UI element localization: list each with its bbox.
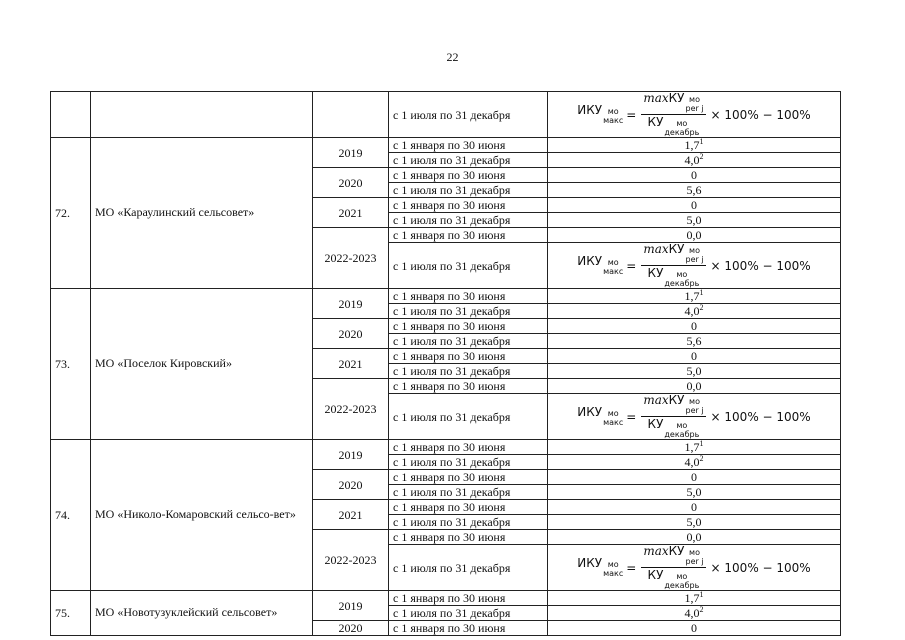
- formula-superscript: мо: [676, 270, 688, 279]
- formula-lhs: [577, 104, 623, 125]
- formula: [577, 92, 810, 137]
- value-text: 0,0: [686, 530, 702, 544]
- formula-den-base: КУ: [647, 568, 664, 582]
- period-cell: с 1 июля по 31 декабря: [389, 364, 548, 379]
- formula-numerator: [641, 545, 705, 568]
- value-cell: [548, 470, 841, 485]
- year-cell: 2019: [313, 289, 389, 319]
- value-cell: [548, 334, 841, 349]
- value-cell: [548, 349, 841, 364]
- table-row: [51, 138, 841, 153]
- formula-max: max: [643, 393, 669, 407]
- value-text: 0: [691, 198, 697, 212]
- value-text: 0,0: [686, 379, 702, 393]
- period-cell: с 1 января по 30 июня: [389, 621, 548, 636]
- municipality-name: МО «Поселок Кировский»: [91, 289, 313, 440]
- value-cell: [548, 243, 841, 289]
- formula-superscript: мо: [607, 258, 619, 267]
- year-cell: 2019: [313, 440, 389, 470]
- footnote-mark: 2: [699, 152, 704, 161]
- footnote-mark: 1: [699, 137, 704, 146]
- value-cell: [548, 379, 841, 394]
- formula-subscript: per j: [685, 104, 704, 113]
- year-cell: [313, 92, 389, 138]
- formula-max: max: [643, 242, 669, 256]
- formula-lhs: [577, 557, 623, 578]
- formula: [577, 545, 810, 590]
- formula-den-base: КУ: [647, 266, 664, 280]
- formula-lhs-base: ИКУ: [577, 405, 603, 419]
- formula-equals: =: [626, 560, 637, 575]
- formula-equals: =: [626, 107, 637, 122]
- value-text: 1,7: [684, 440, 700, 454]
- formula-subscript: декабрь: [664, 128, 700, 137]
- formula-den-base: КУ: [647, 115, 664, 129]
- formula-numerator: [641, 243, 705, 266]
- year-cell: 2019: [313, 138, 389, 168]
- formula-superscript: мо: [607, 560, 619, 569]
- formula-denominator: [646, 115, 702, 137]
- formula-subscript: per j: [685, 557, 704, 566]
- formula-subscript: макс: [603, 418, 624, 427]
- formula-tail: × 100% − 100%: [710, 560, 811, 575]
- table-row: [51, 92, 841, 138]
- formula-numerator: [641, 92, 705, 115]
- formula-superscript: мо: [689, 246, 700, 255]
- municipality-name: МО «Караулинский сельсовет»: [91, 138, 313, 289]
- formula-subscript: декабрь: [664, 430, 700, 439]
- value-cell: [548, 621, 841, 636]
- formula-max: max: [643, 544, 669, 558]
- formula-lhs: [577, 255, 623, 276]
- year-cell: 2021: [313, 500, 389, 530]
- formula-equals: =: [626, 409, 637, 424]
- row-number: 72.: [51, 138, 91, 289]
- value-text: 5,6: [686, 334, 702, 348]
- value-text: 0: [691, 168, 697, 182]
- value-cell: [548, 168, 841, 183]
- value-text: 1,7: [684, 289, 700, 303]
- formula-lhs: [577, 406, 623, 427]
- period-cell: с 1 января по 30 июня: [389, 440, 548, 455]
- period-cell: с 1 июля по 31 декабря: [389, 304, 548, 319]
- formula-superscript: мо: [676, 572, 688, 581]
- formula-num-base: КУ: [668, 544, 685, 558]
- formula-denominator: [646, 568, 702, 590]
- value-cell: [548, 394, 841, 440]
- formula-equals: =: [626, 258, 637, 273]
- year-cell: 2020: [313, 168, 389, 198]
- period-cell: с 1 января по 30 июня: [389, 228, 548, 243]
- period-cell: с 1 января по 30 июня: [389, 319, 548, 334]
- value-cell: [548, 92, 841, 138]
- page-number: 22: [446, 50, 459, 64]
- formula-subscript: per j: [685, 406, 704, 415]
- value-cell: [548, 606, 841, 621]
- formula-superscript: мо: [607, 409, 619, 418]
- formula-denominator: [646, 417, 702, 439]
- year-cell: 2019: [313, 591, 389, 621]
- value-cell: [548, 364, 841, 379]
- value-cell: [548, 198, 841, 213]
- value-cell: [548, 228, 841, 243]
- value-text: 5,0: [686, 213, 702, 227]
- value-text: 5,0: [686, 364, 702, 378]
- year-cell: 2020: [313, 319, 389, 349]
- formula-subscript: декабрь: [664, 279, 700, 288]
- period-cell: с 1 июля по 31 декабря: [389, 183, 548, 198]
- municipality-name: МО «Новотузуклейский сельсовет»: [91, 591, 313, 636]
- year-cell: 2022-2023: [313, 530, 389, 591]
- period-cell: с 1 июля по 31 декабря: [389, 243, 548, 289]
- regions-table: [50, 91, 841, 636]
- formula-tail: × 100% − 100%: [710, 409, 811, 424]
- formula-superscript: мо: [607, 107, 619, 116]
- footnote-mark: 1: [699, 439, 704, 448]
- formula-tail: × 100% − 100%: [710, 107, 811, 122]
- value-cell: [548, 153, 841, 168]
- value-cell: [548, 213, 841, 228]
- value-text: 0: [691, 500, 697, 514]
- period-cell: с 1 июля по 31 декабря: [389, 92, 548, 138]
- formula-superscript: мо: [689, 397, 700, 406]
- row-number: 73.: [51, 289, 91, 440]
- footnote-mark: 2: [699, 605, 704, 614]
- formula-lhs-base: ИКУ: [577, 254, 603, 268]
- formula-superscript: мо: [689, 548, 700, 557]
- period-cell: с 1 января по 30 июня: [389, 530, 548, 545]
- year-cell: 2022-2023: [313, 379, 389, 440]
- value-cell: [548, 289, 841, 304]
- period-cell: с 1 июля по 31 декабря: [389, 153, 548, 168]
- value-cell: [548, 319, 841, 334]
- formula-subscript: макс: [603, 116, 624, 125]
- period-cell: с 1 июля по 31 декабря: [389, 515, 548, 530]
- year-cell: 2020: [313, 470, 389, 500]
- period-cell: с 1 января по 30 июня: [389, 379, 548, 394]
- formula-superscript: мо: [689, 95, 700, 104]
- formula-num-base: КУ: [668, 91, 685, 105]
- period-cell: с 1 января по 30 июня: [389, 349, 548, 364]
- name-cell: [91, 92, 313, 138]
- value-text: 0: [691, 319, 697, 333]
- period-cell: с 1 января по 30 июня: [389, 198, 548, 213]
- value-text: 4,0: [684, 304, 700, 318]
- period-cell: с 1 июля по 31 декабря: [389, 213, 548, 228]
- year-cell: 2021: [313, 349, 389, 379]
- period-cell: с 1 июля по 31 декабря: [389, 334, 548, 349]
- formula-subscript: декабрь: [664, 581, 700, 590]
- formula-num-base: КУ: [668, 393, 685, 407]
- footnote-mark: 2: [699, 454, 704, 463]
- municipality-name: МО «Николо-Комаровский сельсо-вет»: [91, 440, 313, 591]
- formula-lhs-base: ИКУ: [577, 556, 603, 570]
- formula-fraction: [641, 394, 705, 439]
- value-text: 1,7: [684, 591, 700, 605]
- value-cell: [548, 530, 841, 545]
- value-text: 4,0: [684, 606, 700, 620]
- formula-max: max: [643, 91, 669, 105]
- value-text: 5,0: [686, 515, 702, 529]
- period-cell: с 1 июля по 31 декабря: [389, 455, 548, 470]
- row-number: 75.: [51, 591, 91, 636]
- table-row: [51, 289, 841, 304]
- row-number: 74.: [51, 440, 91, 591]
- formula: [577, 243, 810, 288]
- formula-superscript: мо: [676, 119, 688, 128]
- value-cell: [548, 485, 841, 500]
- formula: [577, 394, 810, 439]
- value-text: 5,0: [686, 485, 702, 499]
- formula-subscript: макс: [603, 267, 624, 276]
- value-cell: [548, 591, 841, 606]
- table-body: [51, 92, 841, 636]
- period-cell: с 1 июля по 31 декабря: [389, 485, 548, 500]
- period-cell: с 1 июля по 31 декабря: [389, 545, 548, 591]
- value-cell: [548, 515, 841, 530]
- value-text: 0: [691, 621, 697, 635]
- period-cell: с 1 января по 30 июня: [389, 470, 548, 485]
- value-text: 1,7: [684, 138, 700, 152]
- table-row: [51, 440, 841, 455]
- year-cell: 2021: [313, 198, 389, 228]
- formula-num-base: КУ: [668, 242, 685, 256]
- value-cell: [548, 500, 841, 515]
- formula-den-base: КУ: [647, 417, 664, 431]
- period-cell: с 1 января по 30 июня: [389, 289, 548, 304]
- period-cell: с 1 июля по 31 декабря: [389, 394, 548, 440]
- value-cell: [548, 440, 841, 455]
- formula-superscript: мо: [676, 421, 688, 430]
- value-cell: [548, 455, 841, 470]
- value-text: 0,0: [686, 228, 702, 242]
- period-cell: с 1 июля по 31 декабря: [389, 606, 548, 621]
- value-text: 5,6: [686, 183, 702, 197]
- formula-subscript: per j: [685, 255, 704, 264]
- table-row: [51, 591, 841, 606]
- formula-fraction: [641, 92, 705, 137]
- formula-tail: × 100% − 100%: [710, 258, 811, 273]
- value-cell: [548, 304, 841, 319]
- formula-denominator: [646, 266, 702, 288]
- formula-fraction: [641, 545, 705, 590]
- value-cell: [548, 183, 841, 198]
- year-cell: 2020: [313, 621, 389, 636]
- period-cell: с 1 января по 30 июня: [389, 500, 548, 515]
- footnote-mark: 1: [699, 288, 704, 297]
- value-cell: [548, 138, 841, 153]
- value-text: 0: [691, 349, 697, 363]
- formula-fraction: [641, 243, 705, 288]
- footnote-mark: 1: [699, 590, 704, 599]
- value-cell: [548, 545, 841, 591]
- period-cell: с 1 января по 30 июня: [389, 168, 548, 183]
- period-cell: с 1 января по 30 июня: [389, 591, 548, 606]
- formula-lhs-base: ИКУ: [577, 103, 603, 117]
- value-text: 4,0: [684, 455, 700, 469]
- year-cell: 2022-2023: [313, 228, 389, 289]
- formula-subscript: макс: [603, 569, 624, 578]
- footnote-mark: 2: [699, 303, 704, 312]
- value-text: 0: [691, 470, 697, 484]
- value-text: 4,0: [684, 153, 700, 167]
- period-cell: с 1 января по 30 июня: [389, 138, 548, 153]
- formula-numerator: [641, 394, 705, 417]
- number-cell: [51, 92, 91, 138]
